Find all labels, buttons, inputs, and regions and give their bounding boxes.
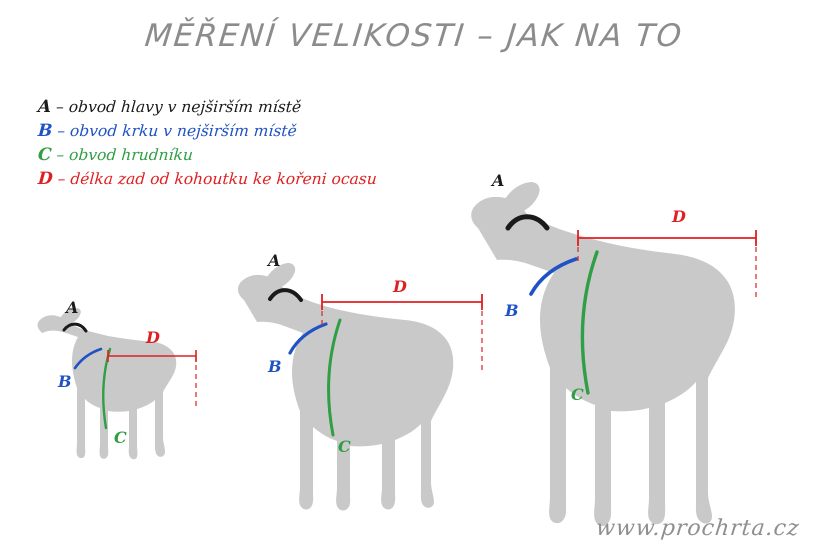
large-dog-silhouette (471, 197, 735, 526)
large-dog-ear (504, 182, 540, 216)
medium-dog-label-b: B (268, 357, 282, 376)
medium-dog-silhouette (238, 275, 453, 511)
watermark: www.prochrta.cz (595, 516, 802, 541)
legend-key-b: B (37, 121, 54, 141)
legend-text-d: – délka zad od kohoutku ke kořeni ocasu (57, 170, 378, 188)
legend-key-c: C (37, 145, 53, 165)
medium-dog-label-c: C (338, 437, 351, 456)
legend-text-a: – obvod hlavy v nejširším místě (55, 98, 302, 116)
large-dog-label-b: B (505, 301, 519, 320)
large-dog-label-d: D (672, 207, 686, 226)
legend-key-d: D (37, 169, 54, 189)
large-dog-label-a: A (492, 171, 505, 190)
legend-text-c: – obvod hrudníku (55, 146, 194, 164)
small-dog (38, 298, 196, 459)
page-title: MĚŘENÍ VELIKOSTI – JAK NA TO (143, 18, 685, 54)
legend-text-b: – obvod krku v nejširším místě (56, 122, 298, 140)
medium-dog-label-a: A (268, 251, 281, 270)
legend-key-a: A (37, 97, 52, 117)
small-dog-label-d: D (146, 328, 160, 347)
small-dog-label-a: A (66, 298, 79, 317)
small-dog-label-b: B (58, 372, 72, 391)
large-dog-label-c: C (571, 385, 584, 404)
small-dog-label-c: C (114, 428, 127, 447)
medium-dog-label-d: D (393, 277, 407, 296)
medium-dog (238, 251, 482, 510)
large-dog (471, 171, 756, 526)
